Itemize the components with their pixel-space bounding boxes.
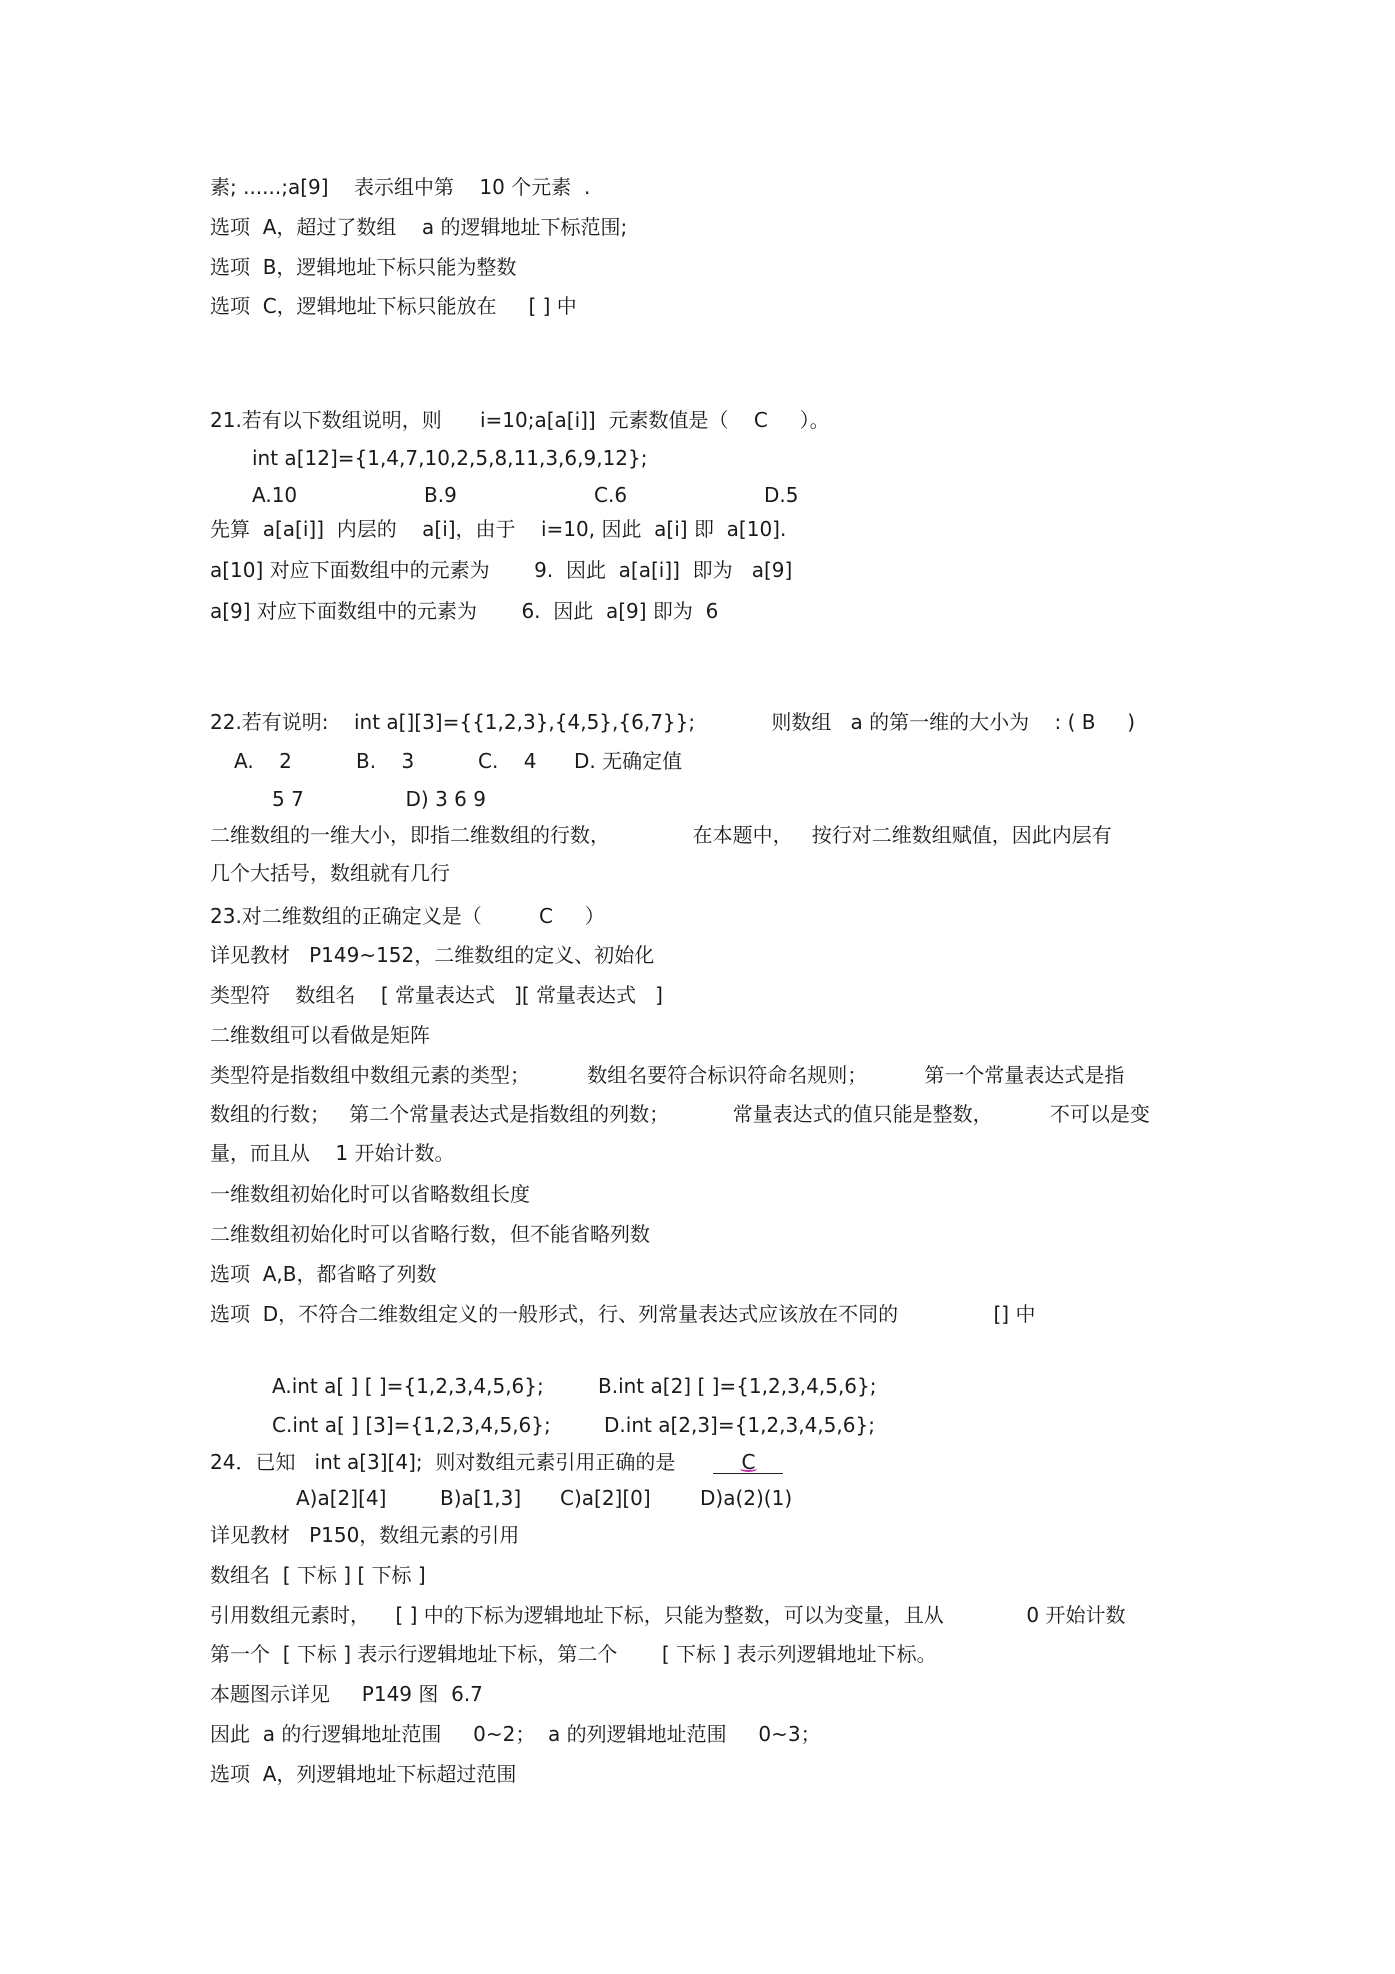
text-line: 详见教材 P150，数组元素的引用 xyxy=(210,1523,520,1547)
text-line: 选项 D，不符合二维数组定义的一般形式，行、列常量表达式应该放在不同的 [] 中 xyxy=(210,1302,1036,1326)
text-line: 几个大括号，数组就有几行 xyxy=(210,861,450,885)
text-line: 类型符 数组名 [ 常量表达式 ][ 常量表达式 ] xyxy=(210,983,663,1007)
option-d: D.int a[2,3]={1,2,3,4,5,6}; xyxy=(604,1413,875,1437)
text-line: 选项 A，列逻辑地址下标超过范围 xyxy=(210,1762,517,1786)
option-b: B.9 xyxy=(424,483,457,507)
answer-value: C xyxy=(741,1450,756,1474)
text-line: 类型符是指数组中数组元素的类型； 数组名要符合标识符命名规则； 第一个常量表达式是指 xyxy=(210,1063,1125,1087)
text-line: 选项 A,B，都省略了列数 xyxy=(210,1262,437,1286)
text-line: 引用数组元素时， [ ] 中的下标为逻辑地址下标，只能为整数，可以为变量，且从 0 开始计数 xyxy=(210,1603,1126,1627)
option-a: A)a[2][4] xyxy=(296,1486,387,1510)
text-line: 详见教材 P149~152，二维数组的定义、初始化 xyxy=(210,943,655,967)
option-b: B. 3 xyxy=(356,749,415,773)
question-21: 21.若有以下数组说明，则 i=10;a[a[i]] 元素数值是（ C ）。 xyxy=(210,408,830,432)
text-line: 数组名 [ 下标 ] [ 下标 ] xyxy=(210,1563,426,1587)
question-22: 22.若有说明: int a[][3]={{1,2,3},{4,5},{6,7}}; 则数组 a 的第一维的大小为 : ( B ) xyxy=(210,710,1136,734)
text-line: 第一个 [ 下标 ] 表示行逻辑地址下标，第二个 [ 下标 ] 表示列逻辑地址下标。 xyxy=(210,1642,937,1666)
question-24 xyxy=(210,1449,783,1475)
code-line: int a[12]={1,4,7,10,2,5,8,11,3,6,9,12}; xyxy=(252,446,648,470)
text-line: 5 7 D) 3 6 9 xyxy=(272,787,486,811)
text-line: a[9] 对应下面数组中的元素为 6. 因此 a[9] 即为 6 xyxy=(210,599,719,623)
option-d: D.5 xyxy=(764,483,799,507)
option-c: C. 4 xyxy=(478,749,537,773)
option-a: A. 2 xyxy=(234,749,292,773)
text-line: a[10] 对应下面数组中的元素为 9. 因此 a[a[i]] 即为 a[9] xyxy=(210,558,793,582)
text-line: 素; ......;a[9] 表示组中第 10 个元素 . xyxy=(210,175,591,199)
text-line: 因此 a 的行逻辑地址范围 0~2； a 的列逻辑地址范围 0~3； xyxy=(210,1722,821,1746)
text-line: 二维数组初始化时可以省略行数，但不能省略列数 xyxy=(210,1222,650,1246)
text-line: 选项 B，逻辑地址下标只能为整数 xyxy=(210,255,517,279)
text-line: 本题图示详见 P149 图 6.7 xyxy=(210,1682,483,1706)
option-d: D. 无确定值 xyxy=(574,749,683,773)
answer-blank xyxy=(713,1451,783,1474)
text-line: 二维数组的一维大小，即指二维数组的行数， 在本题中， 按行对二维数组赋值，因此内层有 xyxy=(210,823,1112,847)
option-d: D)a(2)(1) xyxy=(700,1486,793,1510)
text-line: 先算 a[a[i]] 内层的 a[i]，由于 i=10, 因此 a[i] 即 a[10]. xyxy=(210,517,787,541)
question-23: 23.对二维数组的正确定义是（ C ） xyxy=(210,904,605,928)
text-line: 一维数组初始化时可以省略数组长度 xyxy=(210,1182,530,1206)
option-a: A.10 xyxy=(252,483,298,507)
text-line: 二维数组可以看做是矩阵 xyxy=(210,1023,430,1047)
question-24-text: 24．已知 int a[3][4]; 则对数组元素引用正确的是 xyxy=(210,1450,676,1474)
text-line: 量，而且从 1 开始计数。 xyxy=(210,1141,455,1165)
option-a: A.int a[ ] [ ]={1,2,3,4,5,6}; xyxy=(272,1374,544,1398)
option-b: B)a[1,3] xyxy=(440,1486,522,1510)
option-c: C.6 xyxy=(594,483,628,507)
option-b: B.int a[2] [ ]={1,2,3,4,5,6}; xyxy=(598,1374,877,1398)
text-line: 选项 C，逻辑地址下标只能放在 [ ] 中 xyxy=(210,294,577,318)
text-line: 选项 A，超过了数组 a 的逻辑地址下标范围; xyxy=(210,215,628,239)
option-c: C)a[2][0] xyxy=(560,1486,651,1510)
text-line: 数组的行数； 第二个常量表达式是指数组的列数； 常量表达式的值只能是整数， 不可以是变 xyxy=(210,1102,1150,1126)
option-c: C.int a[ ] [3]={1,2,3,4,5,6}; xyxy=(272,1413,551,1437)
